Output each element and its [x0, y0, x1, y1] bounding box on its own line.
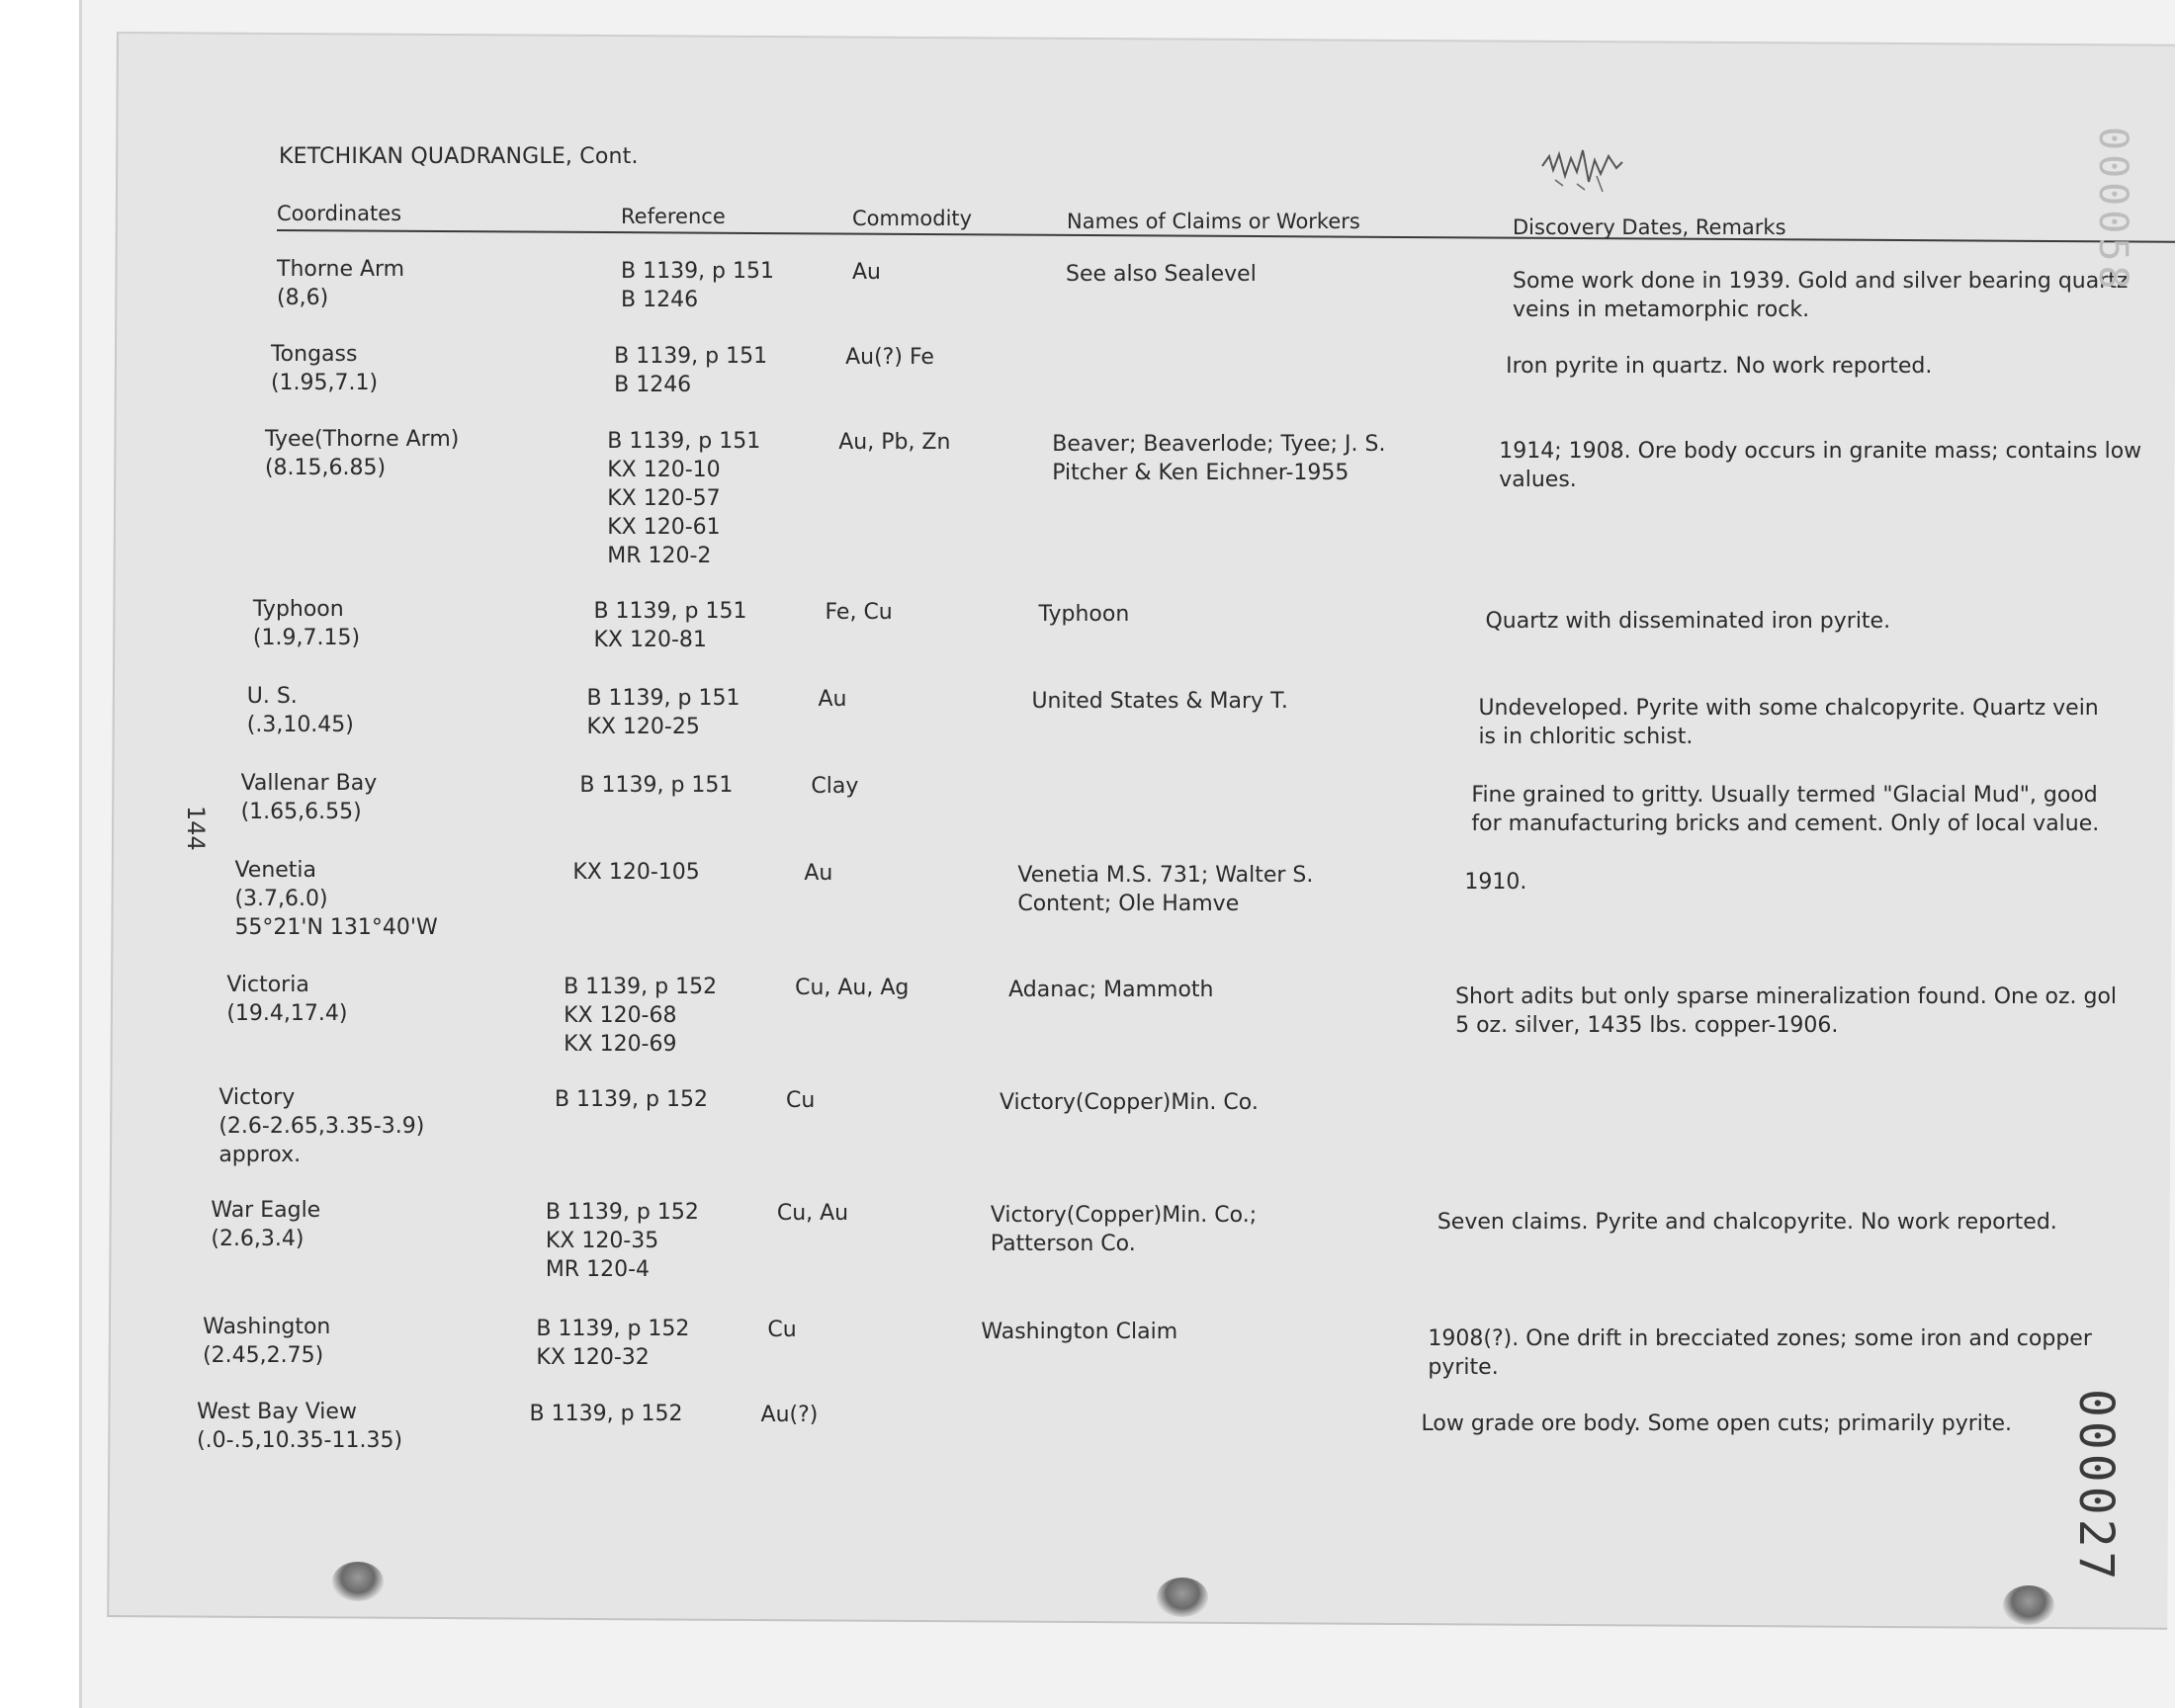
- cell-names: Patterson Co.: [990, 1232, 1136, 1256]
- cell-remarks: for manufacturing bricks and cement. Only of local value.: [1471, 811, 2100, 836]
- cell-names: Adanac; Mammoth: [1008, 978, 1214, 1002]
- cell-reference: B 1139, p 152: [545, 1200, 699, 1225]
- cell-commodity: Au, Pb, Zn: [838, 430, 951, 455]
- cell-names: Beaver; Beaverlode; Tyee; J. S.: [1052, 432, 1386, 457]
- cell-commodity: Au: [852, 260, 881, 285]
- cell-reference: MR 120-2: [607, 544, 712, 568]
- cell-coordinates: (1.95,7.1): [270, 371, 379, 395]
- cell-reference: B 1246: [621, 288, 699, 312]
- cell-reference: B 1246: [614, 373, 692, 397]
- cell-commodity: Cu: [785, 1088, 816, 1113]
- punch-hole-right: [2003, 1585, 2054, 1625]
- cell-commodity: Cu, Au: [776, 1201, 849, 1226]
- column-header-reference: Reference: [621, 205, 726, 228]
- cell-remarks: Some work done in 1939. Gold and silver bearing quartz: [1513, 269, 2129, 294]
- cell-coordinates: (8.15,6.85): [264, 456, 387, 480]
- cell-reference: B 1139, p 151: [607, 429, 761, 454]
- cell-remarks: 1908(?). One drift in brecciated zones; some iron and copper: [1428, 1326, 2092, 1351]
- cell-remarks: veins in metamorphic rock.: [1513, 298, 1810, 322]
- cell-remarks: 1910.: [1464, 870, 1527, 895]
- cell-reference: KX 120-105: [572, 860, 700, 885]
- cell-names: Content; Ole Hamve: [1017, 892, 1240, 916]
- cell-names: Washington Claim: [981, 1320, 1178, 1344]
- cell-coordinates: Victory: [218, 1085, 296, 1110]
- cell-coordinates: Typhoon: [252, 597, 344, 622]
- cell-coordinates: Vallenar Bay: [240, 771, 378, 796]
- cell-commodity: Au(?) Fe: [845, 345, 934, 370]
- cell-reference: MR 120-4: [545, 1257, 651, 1282]
- cell-coordinates: (1.9,7.15): [252, 626, 361, 650]
- cell-remarks: is in chloritic schist.: [1478, 725, 1694, 749]
- cell-coordinates: (1.65,6.55): [240, 800, 362, 824]
- left-margin-strip: [0, 0, 79, 1708]
- cell-commodity: Cu: [767, 1318, 797, 1342]
- cell-reference: KX 120-32: [536, 1345, 650, 1370]
- cell-remarks: 5 oz. silver, 1435 lbs. copper-1906.: [1455, 1013, 1839, 1038]
- cell-commodity: Fe, Cu: [825, 600, 893, 625]
- stamp-number-top: 000058: [2090, 127, 2135, 294]
- cell-coordinates: (.3,10.45): [246, 713, 354, 737]
- cell-reference: KX 120-68: [564, 1003, 677, 1028]
- cell-coordinates: Venetia: [234, 858, 317, 883]
- cell-remarks: Seven claims. Pyrite and chalcopyrite. No work reported.: [1436, 1210, 2057, 1235]
- cell-coordinates: (2.45,2.75): [203, 1343, 324, 1368]
- cell-remarks: Quartz with disseminated iron pyrite.: [1485, 609, 1891, 634]
- column-header-remarks: Discovery Dates, Remarks: [1513, 215, 1786, 239]
- cell-reference: KX 120-69: [564, 1032, 677, 1057]
- cell-coordinates: 55°21'N 131°40'W: [234, 915, 438, 940]
- cell-coordinates: Thorne Arm: [277, 257, 405, 282]
- cell-coordinates: Tyee(Thorne Arm): [264, 427, 460, 452]
- left-margin-edge: [79, 0, 82, 1708]
- cell-remarks: Undeveloped. Pyrite with some chalcopyrite. Quartz vein: [1478, 696, 2099, 721]
- stamp-number-bottom: 000027: [2068, 1389, 2124, 1584]
- cell-reference: KX 120-57: [607, 486, 721, 511]
- cell-coordinates: West Bay View: [197, 1400, 357, 1424]
- cell-reference: B 1139, p 151: [579, 773, 734, 798]
- cell-names: Venetia M.S. 731; Walter S.: [1017, 863, 1314, 888]
- cell-reference: B 1139, p 152: [564, 975, 718, 999]
- cell-commodity: Au: [804, 861, 833, 886]
- punch-hole-center: [1157, 1578, 1208, 1617]
- cell-remarks: pyrite.: [1428, 1355, 1499, 1380]
- document-title: KETCHIKAN QUADRANGLE, Cont.: [279, 144, 639, 169]
- cell-reference: B 1139, p 151: [621, 259, 775, 284]
- cell-names: Typhoon: [1038, 602, 1130, 627]
- cell-names: Victory(Copper)Min. Co.;: [990, 1203, 1258, 1228]
- cell-commodity: Au: [818, 687, 847, 712]
- cell-reference: KX 120-35: [545, 1229, 659, 1253]
- cell-reference: B 1139, p 152: [536, 1317, 690, 1341]
- page-number: 144: [182, 806, 210, 851]
- cell-remarks: Iron pyrite in quartz. No work reported.: [1506, 354, 1933, 379]
- cell-coordinates: Victoria: [226, 973, 309, 997]
- cell-names: Pitcher & Ken Eichner-1955: [1052, 461, 1349, 485]
- cell-remarks: 1914; 1908. Ore body occurs in granite mass; contains low: [1499, 439, 2142, 464]
- handwritten-mark-icon: [1537, 146, 1646, 206]
- cell-reference: KX 120-25: [586, 715, 700, 739]
- cell-coordinates: Washington: [203, 1315, 331, 1339]
- column-header-commodity: Commodity: [852, 207, 973, 230]
- cell-coordinates: (2.6-2.65,3.35-3.9): [218, 1114, 425, 1139]
- cell-coordinates: War Eagle: [211, 1198, 321, 1223]
- cell-remarks: Low grade ore body. Some open cuts; primarily pyrite.: [1421, 1411, 2013, 1436]
- cell-names: United States & Mary T.: [1031, 689, 1288, 714]
- column-header-names: Names of Claims or Workers: [1067, 210, 1360, 233]
- cell-commodity: Cu, Au, Ag: [795, 976, 910, 1000]
- cell-reference: B 1139, p 152: [554, 1087, 708, 1112]
- cell-names: Victory(Copper)Min. Co.: [999, 1090, 1259, 1115]
- cell-reference: B 1139, p 151: [586, 686, 740, 711]
- cell-names: See also Sealevel: [1066, 262, 1257, 287]
- cell-coordinates: (19.4,17.4): [226, 1001, 348, 1026]
- punch-hole-left: [332, 1562, 384, 1601]
- cell-coordinates: (2.6,3.4): [211, 1227, 304, 1251]
- column-header-coordinates: Coordinates: [277, 202, 402, 225]
- cell-coordinates: (8,6): [277, 286, 329, 310]
- cell-reference: KX 120-61: [607, 515, 721, 540]
- cell-coordinates: (.0-.5,10.35-11.35): [197, 1428, 403, 1453]
- cell-commodity: Clay: [811, 774, 859, 799]
- cell-coordinates: U. S.: [246, 684, 298, 709]
- cell-reference: KX 120-10: [607, 458, 721, 482]
- cell-reference: B 1139, p 152: [529, 1402, 683, 1426]
- cell-reference: B 1139, p 151: [614, 344, 768, 369]
- cell-coordinates: (3.7,6.0): [234, 887, 328, 911]
- cell-commodity: Au(?): [760, 1403, 819, 1427]
- cell-remarks: values.: [1499, 468, 1577, 492]
- cell-reference: B 1139, p 151: [593, 599, 747, 624]
- cell-reference: KX 120-81: [593, 628, 707, 652]
- cell-coordinates: approx.: [218, 1143, 302, 1167]
- cell-remarks: Short adits but only sparse mineralization found. One oz. gol: [1455, 984, 2118, 1009]
- cell-remarks: Fine grained to gritty. Usually termed "Glacial Mud", good: [1471, 783, 2098, 808]
- cell-coordinates: Tongass: [270, 342, 358, 367]
